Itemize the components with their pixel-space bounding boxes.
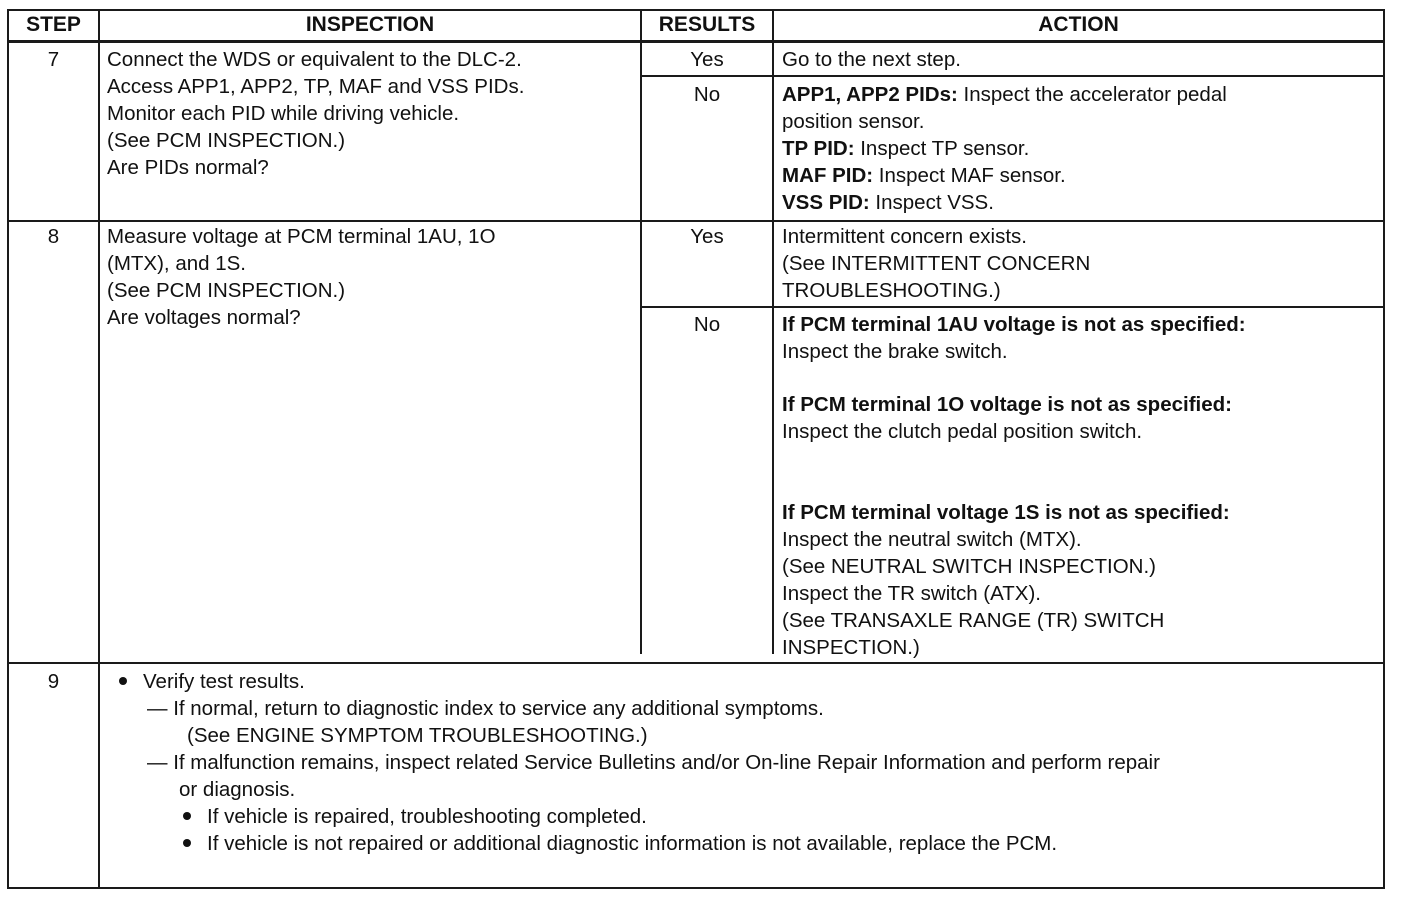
action-heading: If PCM terminal voltage 1S is not as specified: — [782, 501, 1230, 524]
inspection-line: (See PCM INSPECTION.) — [107, 279, 346, 302]
action-line: Intermittent concern exists. — [782, 225, 1027, 248]
header-action: ACTION — [1038, 13, 1119, 36]
rule — [640, 306, 1385, 308]
action-line: Inspect the TR switch (ATX). — [782, 582, 1041, 605]
rule — [7, 220, 1385, 222]
rule — [98, 9, 100, 889]
result-yes: Yes — [690, 48, 724, 71]
step9-line: If vehicle is repaired, troubleshooting completed. — [207, 805, 647, 828]
action-line: (See TRANSAXLE RANGE (TR) SWITCH — [782, 609, 1165, 632]
action-line: Inspect MAF sensor. — [873, 164, 1066, 187]
step9-line: (See ENGINE SYMPTOM TROUBLESHOOTING.) — [187, 724, 648, 747]
step9-line: — If normal, return to diagnostic index to service any additional symptoms. — [147, 697, 824, 720]
action-line: (See INTERMITTENT CONCERN — [782, 252, 1091, 275]
step-number: 8 — [47, 225, 60, 248]
step9-line: or diagnosis. — [179, 778, 296, 801]
inspection-line: Access APP1, APP2, TP, MAF and VSS PIDs. — [107, 75, 525, 98]
step9-line: — If malfunction remains, inspect related Service Bulletins and/or On-line Repair Information and perform repair — [147, 751, 1160, 774]
step9-line: If vehicle is not repaired or additional diagnostic information is not available, replace the PCM. — [207, 832, 1058, 855]
action-line: Inspect the brake switch. — [782, 340, 1008, 363]
inspection-line: Measure voltage at PCM terminal 1AU, 1O — [107, 225, 496, 248]
action-line: TROUBLESHOOTING.) — [782, 279, 1001, 302]
bullet-icon — [183, 839, 191, 847]
inspection-text — [107, 223, 496, 331]
action-line: position sensor. — [782, 110, 925, 133]
inspection-line: Monitor each PID while driving vehicle. — [107, 102, 460, 125]
result-no: No — [693, 83, 721, 106]
rule — [7, 662, 1385, 664]
action-line: INSPECTION.) — [782, 636, 920, 659]
result-yes: Yes — [690, 225, 724, 248]
inspection-line: Are voltages normal? — [107, 306, 301, 329]
rule — [640, 75, 1385, 77]
header-step: STEP — [26, 13, 81, 36]
action-text — [782, 391, 1232, 445]
action-heading: If PCM terminal 1O voltage is not as specified: — [782, 393, 1232, 416]
step-number: 9 — [47, 670, 60, 693]
rule — [1383, 9, 1385, 889]
action-line: Inspect the accelerator pedal — [957, 83, 1227, 106]
rule — [7, 9, 9, 889]
action-line: Inspect the neutral switch (MTX). — [782, 528, 1082, 551]
inspection-line: Are PIDs normal? — [107, 156, 269, 179]
bullet-icon — [183, 812, 191, 820]
step9-line: Verify test results. — [143, 670, 305, 693]
rule — [772, 9, 774, 654]
action-heading: If PCM terminal 1AU voltage is not as specified: — [782, 313, 1246, 336]
rule — [7, 887, 1385, 889]
header-inspection: INSPECTION — [305, 13, 435, 36]
action-heading: VSS PID: — [782, 191, 870, 214]
action-text — [782, 223, 1090, 304]
action-text — [782, 81, 1227, 216]
header-results: RESULTS — [658, 13, 756, 36]
diagnostic-table — [7, 9, 1385, 889]
inspection-text — [107, 46, 524, 181]
action-line: Inspect VSS. — [869, 191, 994, 214]
bullet-icon — [119, 677, 127, 685]
action-heading: APP1, APP2 PIDs: — [782, 83, 958, 106]
action-text: Go to the next step. — [782, 48, 961, 71]
action-line: Inspect TP sensor. — [854, 137, 1030, 160]
action-line: Inspect the clutch pedal position switch. — [782, 420, 1143, 443]
rule — [7, 40, 1385, 43]
result-no: No — [693, 313, 721, 336]
step9-text — [119, 668, 1160, 857]
inspection-line: Connect the WDS or equivalent to the DLC-2. — [107, 48, 522, 71]
action-text — [782, 499, 1230, 661]
inspection-line: (See PCM INSPECTION.) — [107, 129, 346, 152]
action-heading: TP PID: — [782, 137, 855, 160]
action-heading: MAF PID: — [782, 164, 874, 187]
inspection-line: (MTX), and 1S. — [107, 252, 246, 275]
action-line: (See NEUTRAL SWITCH INSPECTION.) — [782, 555, 1156, 578]
step-number: 7 — [47, 48, 60, 71]
action-text — [782, 311, 1246, 365]
rule — [7, 9, 1385, 11]
